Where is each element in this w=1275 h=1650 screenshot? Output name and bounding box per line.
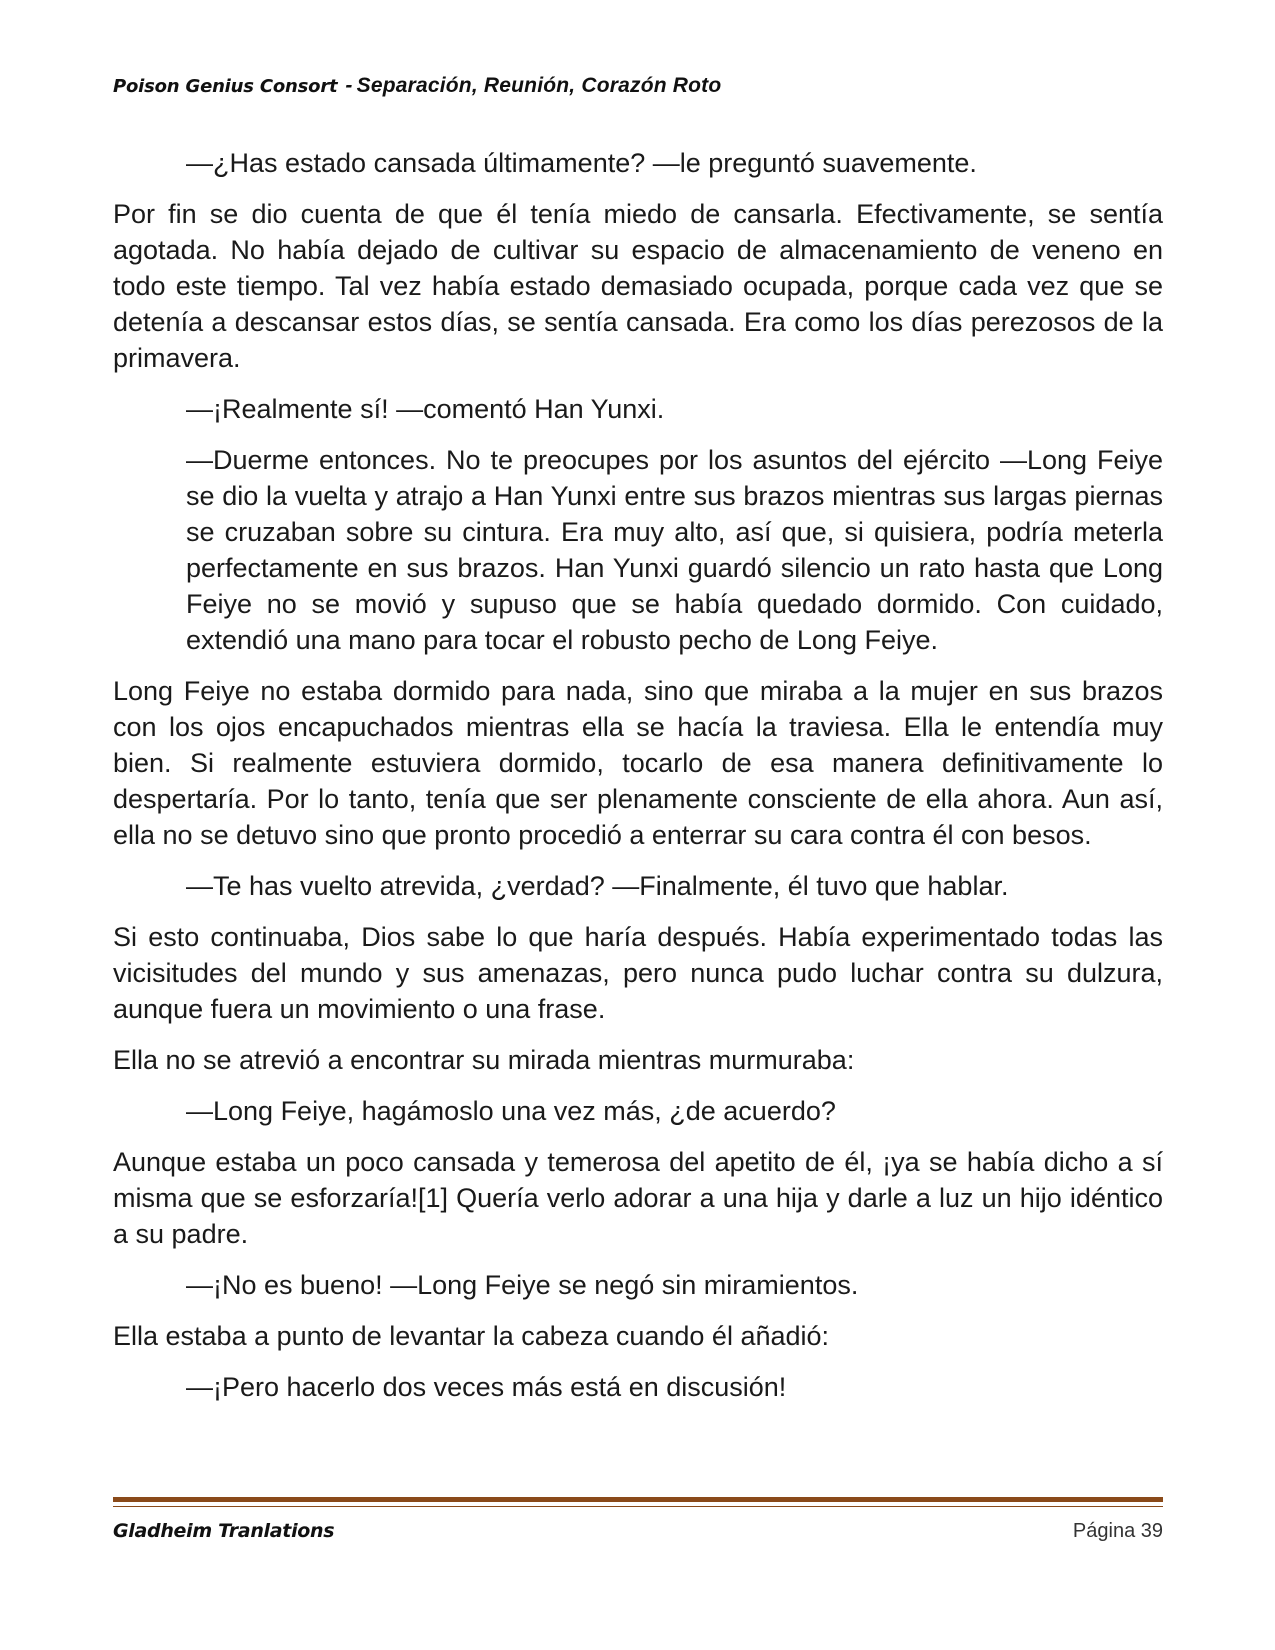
paragraph: —¡Pero hacerlo dos veces más está en discusión! [186, 1372, 787, 1402]
body-text [113, 145, 1163, 1420]
footer-rule-thin [113, 1506, 1163, 1507]
paragraph: —Duerme entonces. No te preocupes por los asuntos del ejército —Long Feiye se dio la vuelta y atrajo a Han Yunxi entre sus brazos mientras sus largas piernas se cruzaban sobre su cintura. Era muy alto, así que, si quisiera, podría meterla perfectamente en sus brazos. Han Yunxi guardó silencio un rato hasta que Long Feiye no se movió y supuso que se había quedado dormido. Con cuidado, extendió una mano para tocar el robusto pecho de Long Feiye. [186, 445, 1163, 655]
translator-credit: Gladheim Tranlations [113, 1520, 335, 1542]
paragraph: Por fin se dio cuenta de que él tenía miedo de cansarla. Efectivamente, se sentía agotada. No había dejado de cultivar su espacio de almacenamiento de veneno en todo este tiempo. Tal vez había estado demasiado ocupada, porque cada vez que se detenía a descansar estos días, se sentía cansada. Era como los días perezosos de la primavera. [113, 199, 1163, 373]
paragraph: —¿Has estado cansada últimamente? —le preguntó suavemente. [186, 148, 977, 178]
series-title: Poison Genius Consort [113, 76, 338, 97]
page-number: Página 39 [1072, 1520, 1163, 1542]
paragraph: Ella estaba a punto de levantar la cabeza cuando él añadió: [113, 1321, 830, 1351]
footer-rule [113, 1497, 1163, 1502]
chapter-title: Separación, Reunión, Corazón Roto [356, 74, 722, 97]
paragraph: Long Feiye no estaba dormido para nada, sino que miraba a la mujer en sus brazos con los ojos encapuchados mientras ella se hacía la traviesa. Ella le entendía muy bien. Si realmente estuviera dormido, tocarlo de esa manera definitivamente lo despertaría. Por lo tanto, tenía que ser plenamente consciente de ella ahora. Aun así, ella no se detuvo sino que pronto procedió a enterrar su cara contra él con besos. [113, 676, 1163, 850]
paragraph: Aunque estaba un poco cansada y temerosa del apetito de él, ¡ya se había dicho a sí misma que se esforzaría![1] Quería verlo adorar a una hija y darle a luz un hijo idéntico a su padre. [113, 1147, 1163, 1249]
paragraph: Si esto continuaba, Dios sabe lo que haría después. Había experimentado todas las vicisitudes del mundo y sus amenazas, pero nunca pudo luchar contra su dulzura, aunque fuera un movimiento o una frase. [113, 922, 1163, 1024]
paragraph: —Long Feiye, hagámoslo una vez más, ¿de acuerdo? [186, 1096, 836, 1126]
header-separator: - [345, 74, 353, 97]
paragraph: —¡No es bueno! —Long Feiye se negó sin miramientos. [186, 1270, 859, 1300]
paragraph: —¡Realmente sí! —comentó Han Yunxi. [186, 394, 665, 424]
paragraph: —Te has vuelto atrevida, ¿verdad? —Finalmente, él tuvo que hablar. [186, 871, 1009, 901]
running-header [113, 74, 721, 98]
paragraph: Ella no se atrevió a encontrar su mirada mientras murmuraba: [113, 1045, 855, 1075]
